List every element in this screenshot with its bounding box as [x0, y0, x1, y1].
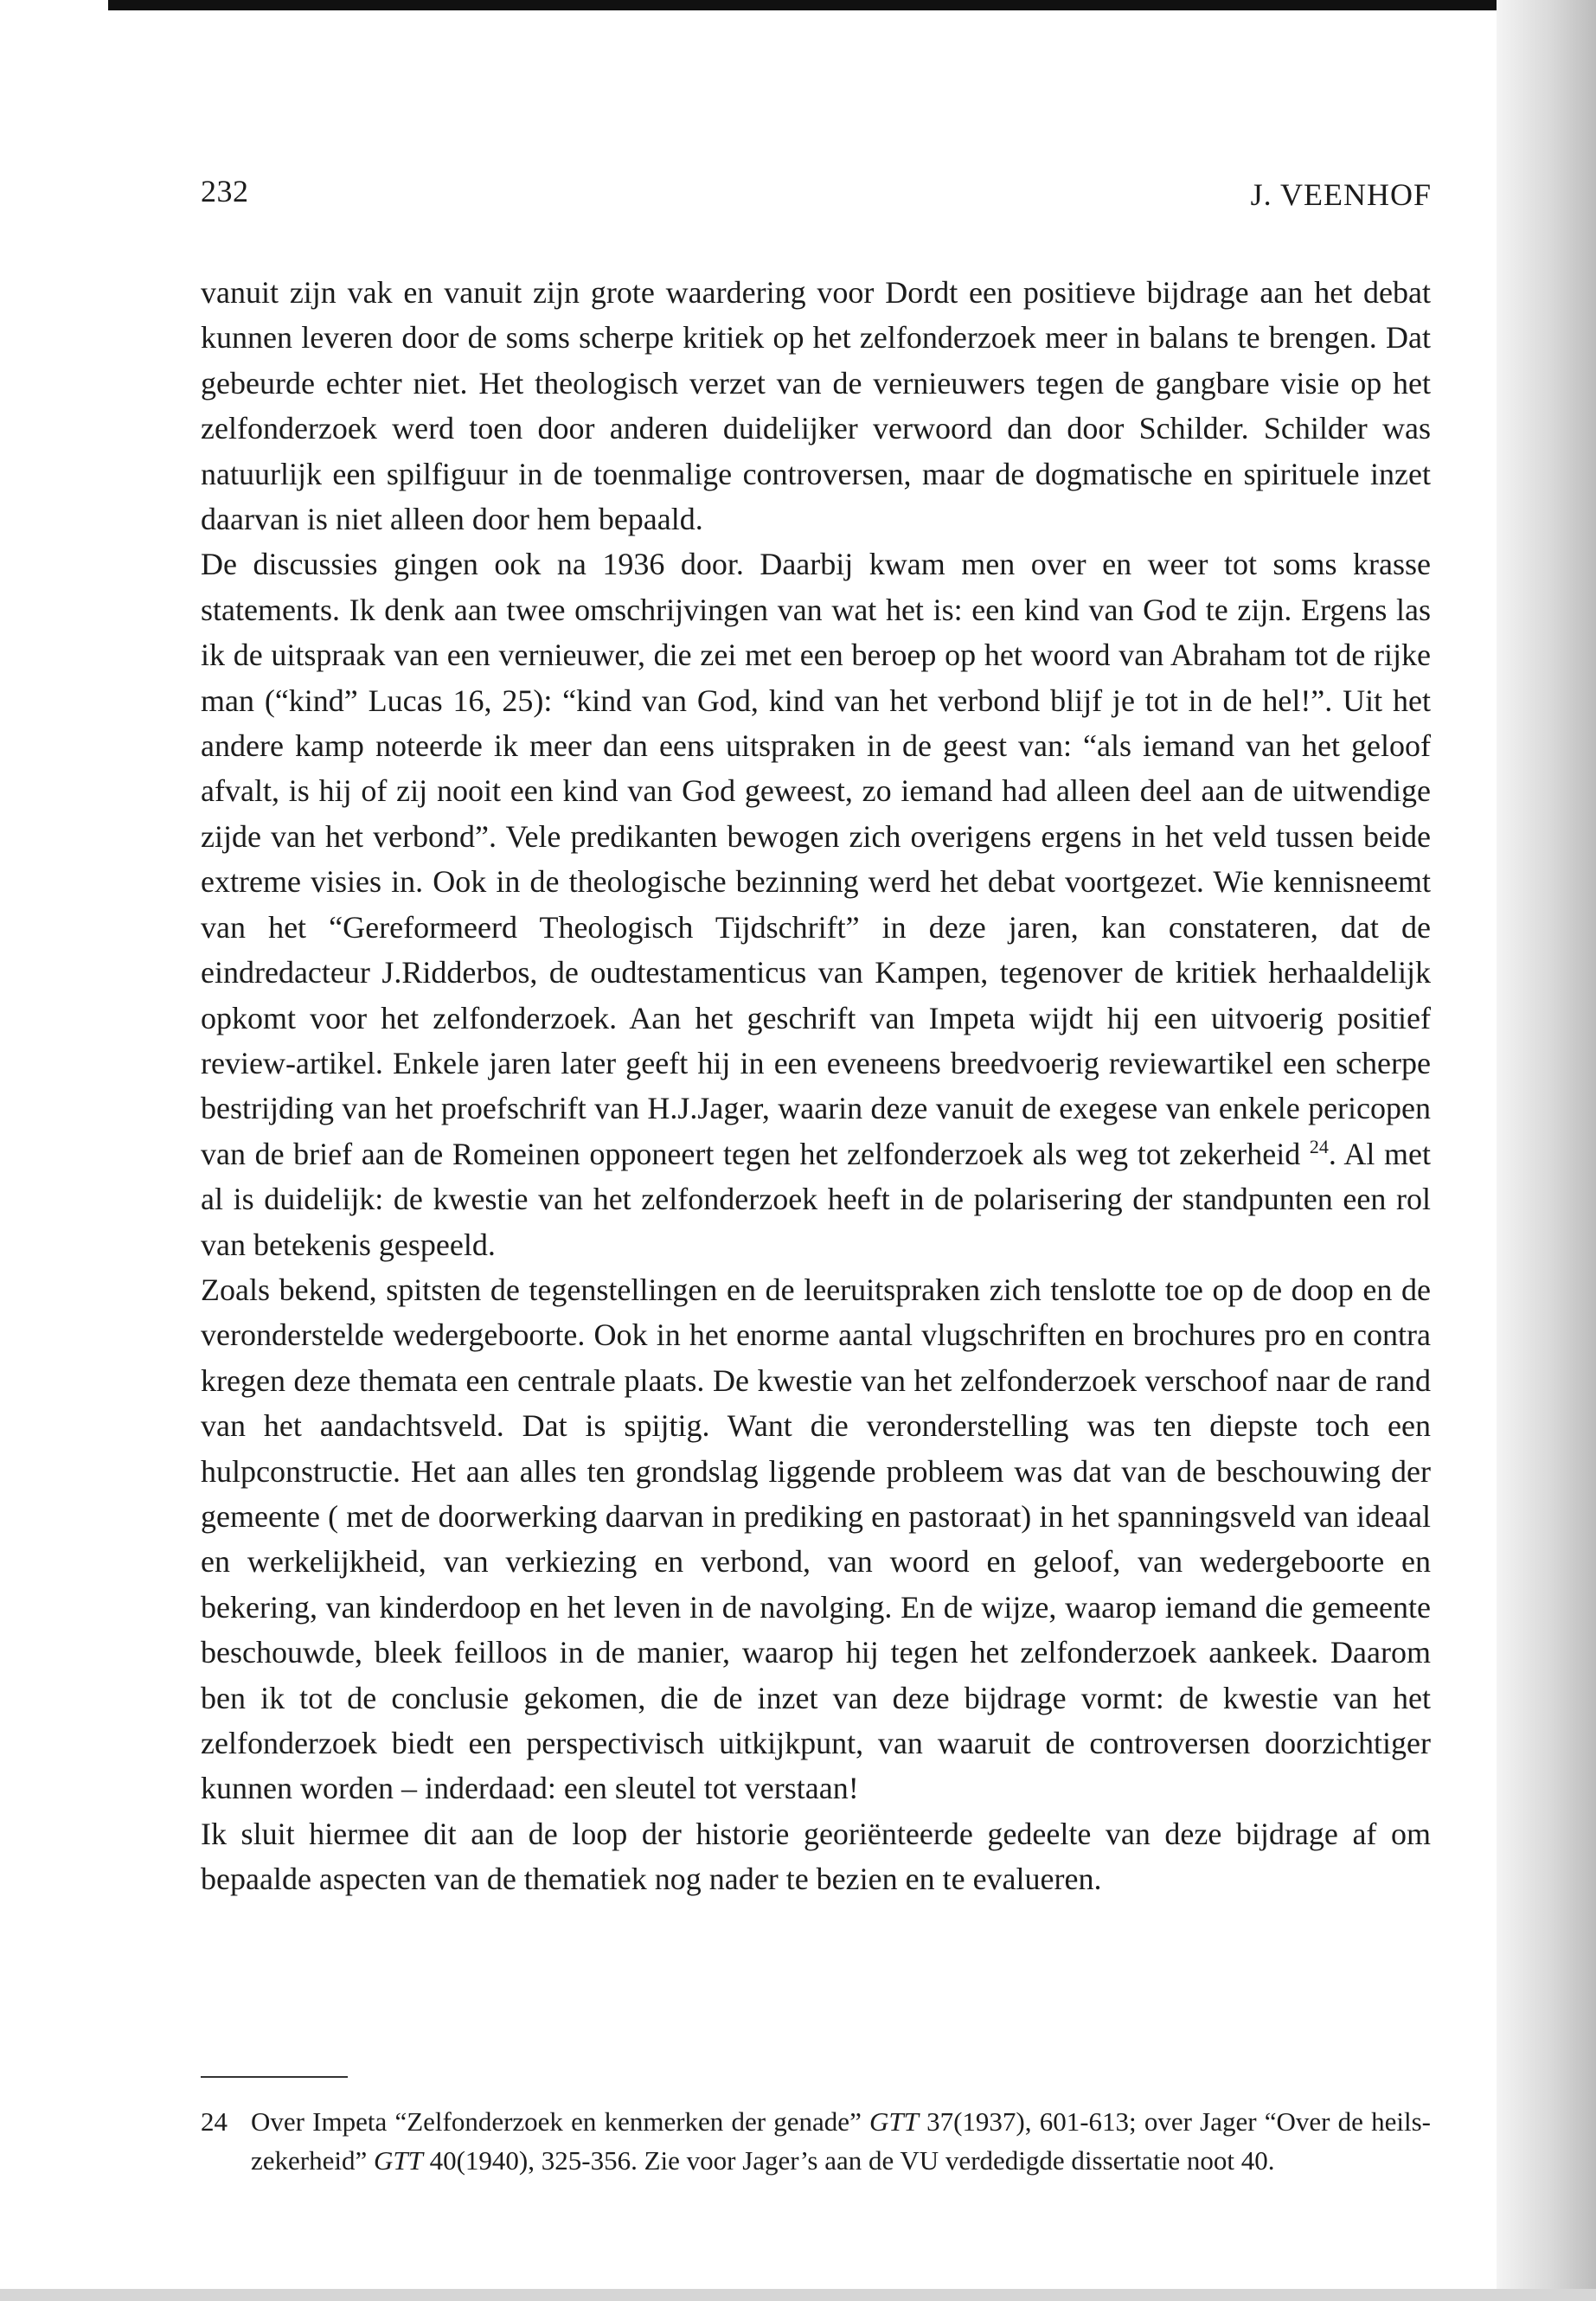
footnote-text-part-3: 40(1940), 325-356. Zie voor Jager’s aan de VU verdedigde dissertatie noot 40. [422, 2145, 1275, 2176]
footnote-text-part-2: 37(1937), 601-613; over Jager “Over de heils-zekerheid” [251, 2106, 1431, 2176]
footnote-reference[interactable]: 24 [1309, 1135, 1329, 1157]
page-bottom-shadow [0, 2289, 1596, 2301]
paragraph-2-tail: . Al met al is duidelijk: de kwestie van het zelfonderzoek heeft in de polarisering der standpunten een rol van betekenis gespeeld. [201, 1136, 1431, 1262]
footnote-text [251, 2102, 1431, 2180]
paragraph-1: vanuit zijn vak en vanuit zijn grote waardering voor Dordt een positieve bijdrage aan het debat kunnen leveren door de soms scherpe kritiek op het zelfonderzoek meer in balans te brengen. Dat gebeurde echter niet. Het theologisch verzet van de vernieuwers tegen de gangbare visie op het zelfonderzoek werd toen door anderen duidelijker verwoord dan door Schilder. Schilder was natuurlijk een spilfiguur in de toenmalige controversen, maar de dogmatische en spirituele inzet daarvan is niet alleen door hem bepaald. [201, 275, 1431, 537]
page-gutter-shadow [1497, 0, 1596, 2301]
paragraph-4: Ik sluit hiermee dit aan de loop der historie georiënteerde gedeelte van deze bijdrage af om bepaalde aspecten van de thematiek nog nader te bezien en te evalueren. [201, 1816, 1431, 1897]
paragraph-2-text: De discussies gingen ook na 1936 door. Daarbij kwam men over en weer tot soms krasse statements. Ik denk aan twee omschrijvingen van wat het is: een kind van God te zijn. Ergens las ik de uitspraak van een vernieuwer, die zei met een beroep op het woord van Abraham tot de rijke man (“kind” Lucas 16, 25): “kind van God, kind van het verbond blijf je tot in de hel!”. Uit het andere kamp noteerde ik meer dan eens uitspraken in de geest van: “als iemand van het geloof afvalt, is hij of zij nooit een kind van God geweest, zo iemand had alleen deel aan de uitwendige zijde van het verbond”. Vele predikanten bewogen zich overigens ergens in het veld tussen beide extreme visies in. Ook in de theologische bezinning werd het debat voortgezet. Wie kennisneemt van het “Gereformeerd Theologisch Tijdschrift” in deze jaren, kan constateren, dat de eindredacteur J.Ridderbos, de oudtestamenticus van Kampen, tegenover de kritiek herhaaldelijk opkomt voor het zelfonderzoek. Aan het geschrift van Impeta wijdt hij een uitvoerig positief review-artikel. Enkele jaren later geeft hij in een eveneens breedvoerig reviewartikel een scherpe bestrijding van het proefschrift van H.J.Jager, waarin deze vanuit de exegese van enkele pericopen van de brief aan de Romeinen opponeert tegen het zelfonderzoek als weg tot zekerheid [201, 547, 1431, 1171]
footnote-number: 24 [201, 2106, 228, 2137]
body-text [201, 270, 1431, 1902]
running-head-author: J. VEENHOF [1250, 177, 1432, 212]
paragraph-3: Zoals bekend, spitsten de tegenstellingen en de leeruitspraken zich tenslotte toe op de doop en de veronderstelde wedergeboorte. Ook in het enorme aantal vlugschriften en brochures pro en contra kregen deze themata een centrale plaats. De kwestie van het zelfonderzoek verschoof naar de rand van het aandachtsveld. Dat is spijtig. Want die veronderstelling was ten diepste toch een hulpconstructie. Het aan alles ten grondslag liggende probleem was dat van de beschouwing der gemeente ( met de doorwerking daarvan in prediking en pastoraat) in het spanningsveld van ideaal en werkelijkheid, van verkiezing en verbond, van woord en geloof, van wedergeboorte en bekering, van kinderdoop en het leven in de navolging. En de wijze, waarop iemand die gemeente beschouwde, bleek feilloos in de manier, waarop hij tegen het zelfonderzoek aankeek. Daarom ben ik tot de conclusie gekomen, die de inzet van deze bijdrage vormt: de kwestie van het zelfonderzoek biedt een perspectivisch uitkijkpunt, van waaruit de controversen doorzichtiger kunnen worden – inderdaad: een sleutel tot verstaan! [201, 1272, 1431, 1806]
paragraph-2 [201, 542, 1431, 1267]
footnote-separator [201, 2076, 348, 2078]
top-edge-rule [108, 0, 1501, 10]
footnote-journal-1: GTT [869, 2106, 919, 2137]
footnote-24 [201, 2102, 1431, 2180]
page-number: 232 [201, 174, 249, 208]
footnote-text-part-1: Over Impeta “Zelfonderzoek en kenmerken der genade” [251, 2106, 870, 2137]
footnote-journal-2: GTT [373, 2145, 423, 2176]
